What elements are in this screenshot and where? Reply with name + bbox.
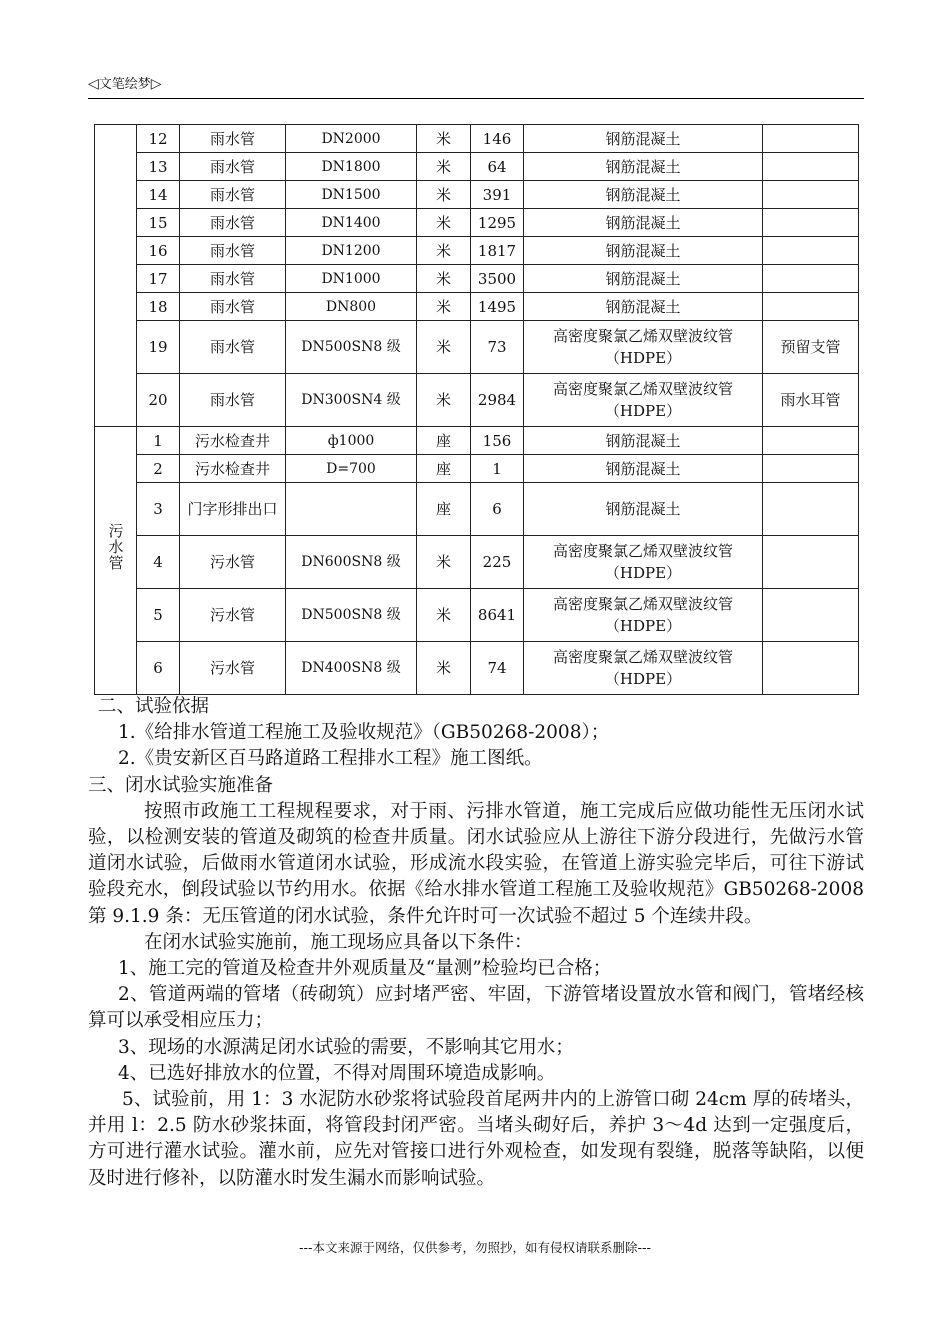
cell-qty: 1817 [471,237,524,265]
cell-spec: DN1500 [286,181,417,209]
cell-material: 钢筋混凝土 [524,427,763,455]
table-row [95,153,859,181]
cell-no: 18 [137,293,180,321]
cell-note [763,209,859,237]
table-row [95,427,859,455]
cell-spec: ф1000 [286,427,417,455]
table-row [95,181,859,209]
cell-unit: 米 [417,153,471,181]
cell-no: 15 [137,209,180,237]
cell-note [763,125,859,153]
document-body [88,694,864,1192]
page-header [88,74,864,99]
cell-name: 雨水管 [180,153,286,181]
cell-name: 雨水管 [180,321,286,374]
cell-no: 1 [137,427,180,455]
cell-unit: 米 [417,536,471,589]
cell-note [763,589,859,642]
cell-qty: 146 [471,125,524,153]
cell-no: 6 [137,642,180,695]
cell-no: 12 [137,125,180,153]
cell-material: 钢筋混凝土 [524,455,763,483]
table-row [95,293,859,321]
cell-material: 高密度聚氯乙烯双壁波纹管（HDPE） [524,321,763,374]
cell-material: 钢筋混凝土 [524,483,763,536]
section-3-heading: 三、闭水试验实施准备 [88,774,274,796]
cell-no: 17 [137,265,180,293]
section-3-paragraph-1: 按照市政施工工程规程要求，对于雨、污排水管道，施工完成后应做功能性无压闭水试验，以检测安装的管道及砌筑的检查井质量。闭水试验应从上游往下游分段进行，先做污水管道闭水试验，后做雨水管道闭水试验，形成流水段实验，在管道上游实验完毕后，可往下游试验段充水，倒段试验以节约用水。依据《给水排水管道工程施工及验收规范》GB50268-2008 第 9.1.9 条：无压管道的闭水试验，条件允许时可一次试验不超过 5 个连续井段。 [88,800,864,927]
cell-qty: 64 [471,153,524,181]
cell-name: 污水检查井 [180,455,286,483]
cell-material: 高密度聚氯乙烯双壁波纹管（HDPE） [524,536,763,589]
cell-unit: 米 [417,374,471,427]
cell-material: 钢筋混凝土 [524,293,763,321]
cell-note [763,293,859,321]
condition-4: 4、已选好排放水的位置，不得对周围环境造成影响。 [118,1062,556,1084]
cell-unit: 米 [417,589,471,642]
cell-qty: 8641 [471,589,524,642]
cell-name: 雨水管 [180,237,286,265]
cell-no: 2 [137,455,180,483]
cell-note: 预留支管 [763,321,859,374]
cell-qty: 73 [471,321,524,374]
cell-material: 高密度聚氯乙烯双壁波纹管（HDPE） [524,374,763,427]
table-row [95,455,859,483]
cell-spec [286,483,417,536]
cell-unit: 米 [417,321,471,374]
cell-spec: DN1200 [286,237,417,265]
cell-qty: 156 [471,427,524,455]
cell-qty: 2984 [471,374,524,427]
cell-qty: 1495 [471,293,524,321]
cell-note [763,153,859,181]
table-row [95,589,859,642]
section-2-heading: 二、试验依据 [98,696,210,717]
cell-spec: DN1800 [286,153,417,181]
cell-note [763,642,859,695]
cell-note [763,536,859,589]
cell-unit: 米 [417,125,471,153]
cell-no: 4 [137,536,180,589]
pipe-quantity-table [94,124,859,695]
cell-spec: DN2000 [286,125,417,153]
category-cell-sewage [95,427,137,695]
cell-note [763,181,859,209]
table-row [95,642,859,695]
cell-spec: DN500SN8 级 [286,589,417,642]
cell-material: 钢筋混凝土 [524,209,763,237]
condition-1: 1、施工完的管道及检查井外观质量及“量测”检验均已合格； [118,958,612,980]
cell-unit: 米 [417,181,471,209]
footer-disclaimer: ---本文来源于网络，仅供参考，勿照抄，如有侵权请联系删除--- [298,1240,652,1255]
cell-qty: 74 [471,642,524,695]
cell-name: 污水管 [180,642,286,695]
cell-qty: 1295 [471,209,524,237]
cell-no: 19 [137,321,180,374]
cell-note [763,483,859,536]
cell-spec: DN1400 [286,209,417,237]
table-row [95,209,859,237]
section-2-item-1: 1.《给排水管道工程施工及验收规范》（GB50268-2008）； [118,722,610,744]
cell-spec: DN800 [286,293,417,321]
cell-unit: 米 [417,293,471,321]
cell-name: 雨水管 [180,265,286,293]
table-row [95,125,859,153]
cell-qty: 3500 [471,265,524,293]
cell-material: 钢筋混凝土 [524,125,763,153]
cell-qty: 6 [471,483,524,536]
right-triangle-icon: ▷ [150,76,162,92]
condition-2: 2、管道两端的管堵（砖砌筑）应封堵严密、牢固，下游管堵设置放水管和阀门，管堵经核算可以承受相应压力； [88,984,864,1032]
cell-spec: DN600SN8 级 [286,536,417,589]
cell-note [763,237,859,265]
cell-note [763,455,859,483]
cell-spec: DN300SN4 级 [286,374,417,427]
cell-unit: 米 [417,237,471,265]
table-row [95,237,859,265]
cell-qty: 391 [471,181,524,209]
cell-unit: 米 [417,642,471,695]
table-row [95,483,859,536]
cell-spec: D=700 [286,455,417,483]
cell-name: 雨水管 [180,293,286,321]
section-2-item-2: 2.《贵安新区百马路道路工程排水工程》施工图纸。 [118,748,543,770]
condition-5: 5、试验前，用 1：3 水泥防水砂浆将试验段首尾两井内的上游管口砌 24cm 厚的砖堵头，并用 l：2.5 防水砂浆抹面，将管段封闭严密。当堵头砌好后，养护 3～4d 达到一定强度后，方可进行灌水试验。灌水前，应先对管接口进行外观检查，如发现有裂缝，脱落等缺陷，以便及时进行修补，以防灌水时发生漏水而影响试验。 [88,1089,864,1189]
cell-no: 16 [137,237,180,265]
cell-name: 门字形排出口 [180,483,286,536]
cell-name: 雨水管 [180,125,286,153]
cell-material: 钢筋混凝土 [524,181,763,209]
cell-name: 雨水管 [180,209,286,237]
cell-qty: 1 [471,455,524,483]
table-row [95,374,859,427]
cell-unit: 座 [417,483,471,536]
category-cell-rain [95,125,137,427]
cell-name: 污水管 [180,589,286,642]
cell-material: 高密度聚氯乙烯双壁波纹管（HDPE） [524,642,763,695]
table-row [95,265,859,293]
cell-qty: 225 [471,536,524,589]
cell-note [763,427,859,455]
cell-material: 钢筋混凝土 [524,265,763,293]
section-3-paragraph-2: 在闭水试验实施前，施工现场应具备以下条件： [144,931,533,953]
cell-no: 5 [137,589,180,642]
cell-no: 3 [137,483,180,536]
cell-material: 钢筋混凝土 [524,237,763,265]
cell-name: 雨水管 [180,374,286,427]
cell-unit: 座 [417,455,471,483]
table-row [95,536,859,589]
cell-spec: DN400SN8 级 [286,642,417,695]
cell-unit: 米 [417,265,471,293]
cell-unit: 座 [417,427,471,455]
category-label: 污水管 [106,523,125,571]
cell-name: 污水管 [180,536,286,589]
cell-spec: DN1000 [286,265,417,293]
cell-material: 钢筋混凝土 [524,153,763,181]
cell-note [763,265,859,293]
cell-name: 雨水管 [180,181,286,209]
cell-unit: 米 [417,209,471,237]
header-title: 文笔绘梦 [98,77,151,92]
cell-no: 14 [137,181,180,209]
cell-no: 20 [137,374,180,427]
cell-spec: DN500SN8 级 [286,321,417,374]
cell-note: 雨水耳管 [763,374,859,427]
cell-name: 污水检查井 [180,427,286,455]
cell-material: 高密度聚氯乙烯双壁波纹管（HDPE） [524,589,763,642]
condition-3: 3、现场的水源满足闭水试验的需要，不影响其它用水； [118,1036,574,1058]
cell-no: 13 [137,153,180,181]
table-row [95,321,859,374]
left-triangle-icon: ◁ [88,76,99,92]
